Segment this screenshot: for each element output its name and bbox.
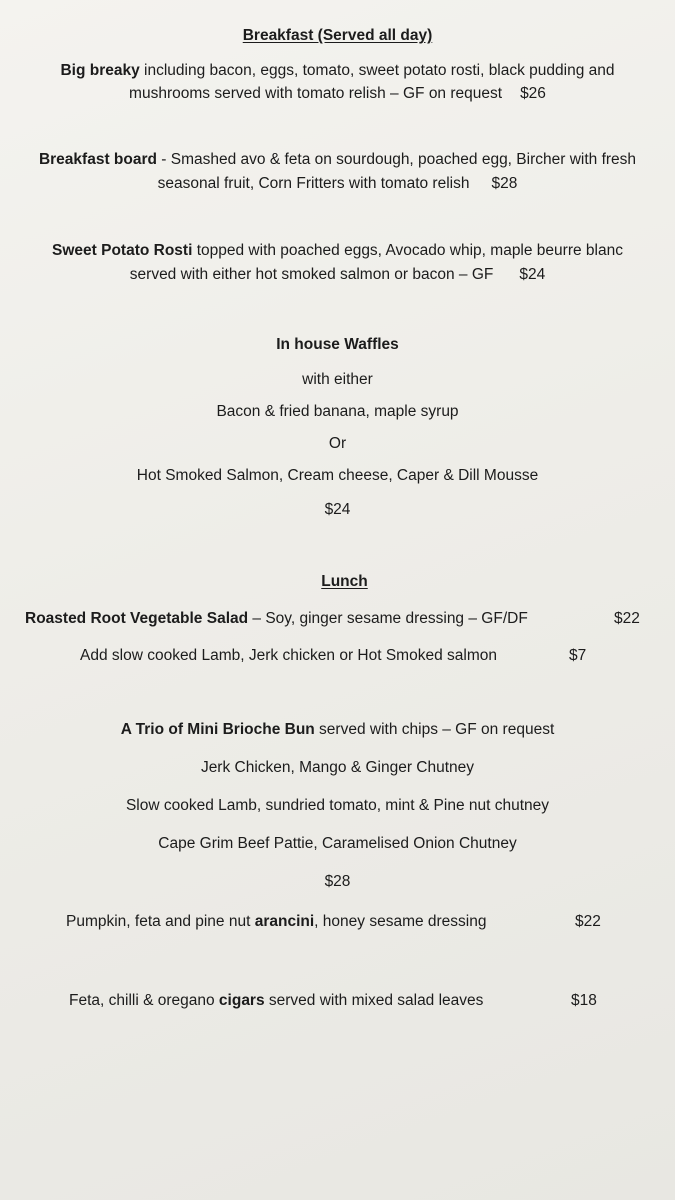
cigars-post: served with mixed salad leaves (264, 992, 484, 1009)
big-breaky-line1 (0, 61, 675, 81)
rosti-name: Sweet Potato Rosti (52, 242, 193, 259)
waffles-option1: Bacon & fried banana, maple syrup (216, 403, 459, 420)
salad-price: $22 (614, 610, 640, 627)
cigars-line (69, 991, 483, 1011)
breakfast-board-line1 (0, 150, 675, 170)
waffles-with: with either (302, 371, 373, 388)
breakfast-board-name: Breakfast board (38, 151, 157, 168)
waffles-option2: Hot Smoked Salmon, Cream cheese, Caper & Dill Mousse (136, 467, 539, 484)
rosti-desc2: served with either hot smoked salmon or bacon – GF (129, 266, 494, 283)
arancini-name: arancini (254, 913, 315, 930)
cigars-name: cigars (218, 992, 265, 1009)
big-breaky-line2 (0, 84, 675, 104)
arancini-pre: Pumpkin, feta and pine nut (66, 913, 255, 930)
salad-desc: – Soy, ginger sesame dressing – GF/DF (248, 610, 528, 627)
big-breaky-desc2: mushrooms served with tomato relish – GF on request (129, 85, 503, 102)
cigars-price: $18 (571, 992, 597, 1009)
brioche-price: $28 (324, 873, 351, 890)
breakfast-board-desc: - Smashed avo & feta on sourdough, poached egg, Bircher with fresh (156, 151, 637, 168)
breakfast-board-line2 (0, 174, 675, 194)
big-breaky-name: Big breaky (60, 62, 140, 79)
arancini-post: , honey sesame dressing (314, 913, 487, 930)
waffles-price: $24 (324, 501, 351, 518)
rosti-line2 (0, 265, 675, 285)
rosti-price: $24 (519, 266, 546, 283)
waffles-or: Or (328, 435, 347, 452)
cigars-pre: Feta, chilli & oregano (69, 992, 219, 1009)
brioche-line (0, 720, 675, 740)
brioche-name: A Trio of Mini Brioche Bun (120, 721, 315, 738)
arancini-line (66, 912, 487, 932)
rosti-desc: topped with poached eggs, Avocado whip, maple beurre blanc (192, 242, 623, 259)
big-breaky-desc: including bacon, eggs, tomato, sweet potato rosti, black pudding and (139, 62, 615, 79)
waffles-name: In house Waffles (276, 336, 399, 353)
breakfast-heading: Breakfast (Served all day) (242, 27, 433, 44)
salad-line (25, 609, 528, 629)
breakfast-board-price: $28 (491, 175, 518, 192)
salad-addon: Add slow cooked Lamb, Jerk chicken or Hot Smoked salmon (80, 647, 497, 664)
arancini-price: $22 (575, 913, 601, 930)
rosti-line1 (0, 241, 675, 261)
big-breaky-price: $26 (520, 85, 546, 102)
brioche-option1: Jerk Chicken, Mango & Ginger Chutney (200, 759, 475, 776)
breakfast-board-desc2: seasonal fruit, Corn Fritters with tomato relish (157, 175, 470, 192)
brioche-option3: Cape Grim Beef Pattie, Caramelised Onion Chutney (158, 835, 517, 852)
brioche-desc: served with chips – GF on request (314, 721, 555, 738)
salad-addon-price: $7 (569, 647, 587, 664)
salad-name: Roasted Root Vegetable Salad (25, 610, 249, 627)
lunch-heading: Lunch (321, 573, 368, 590)
brioche-option2: Slow cooked Lamb, sundried tomato, mint & Pine nut chutney (125, 797, 550, 814)
